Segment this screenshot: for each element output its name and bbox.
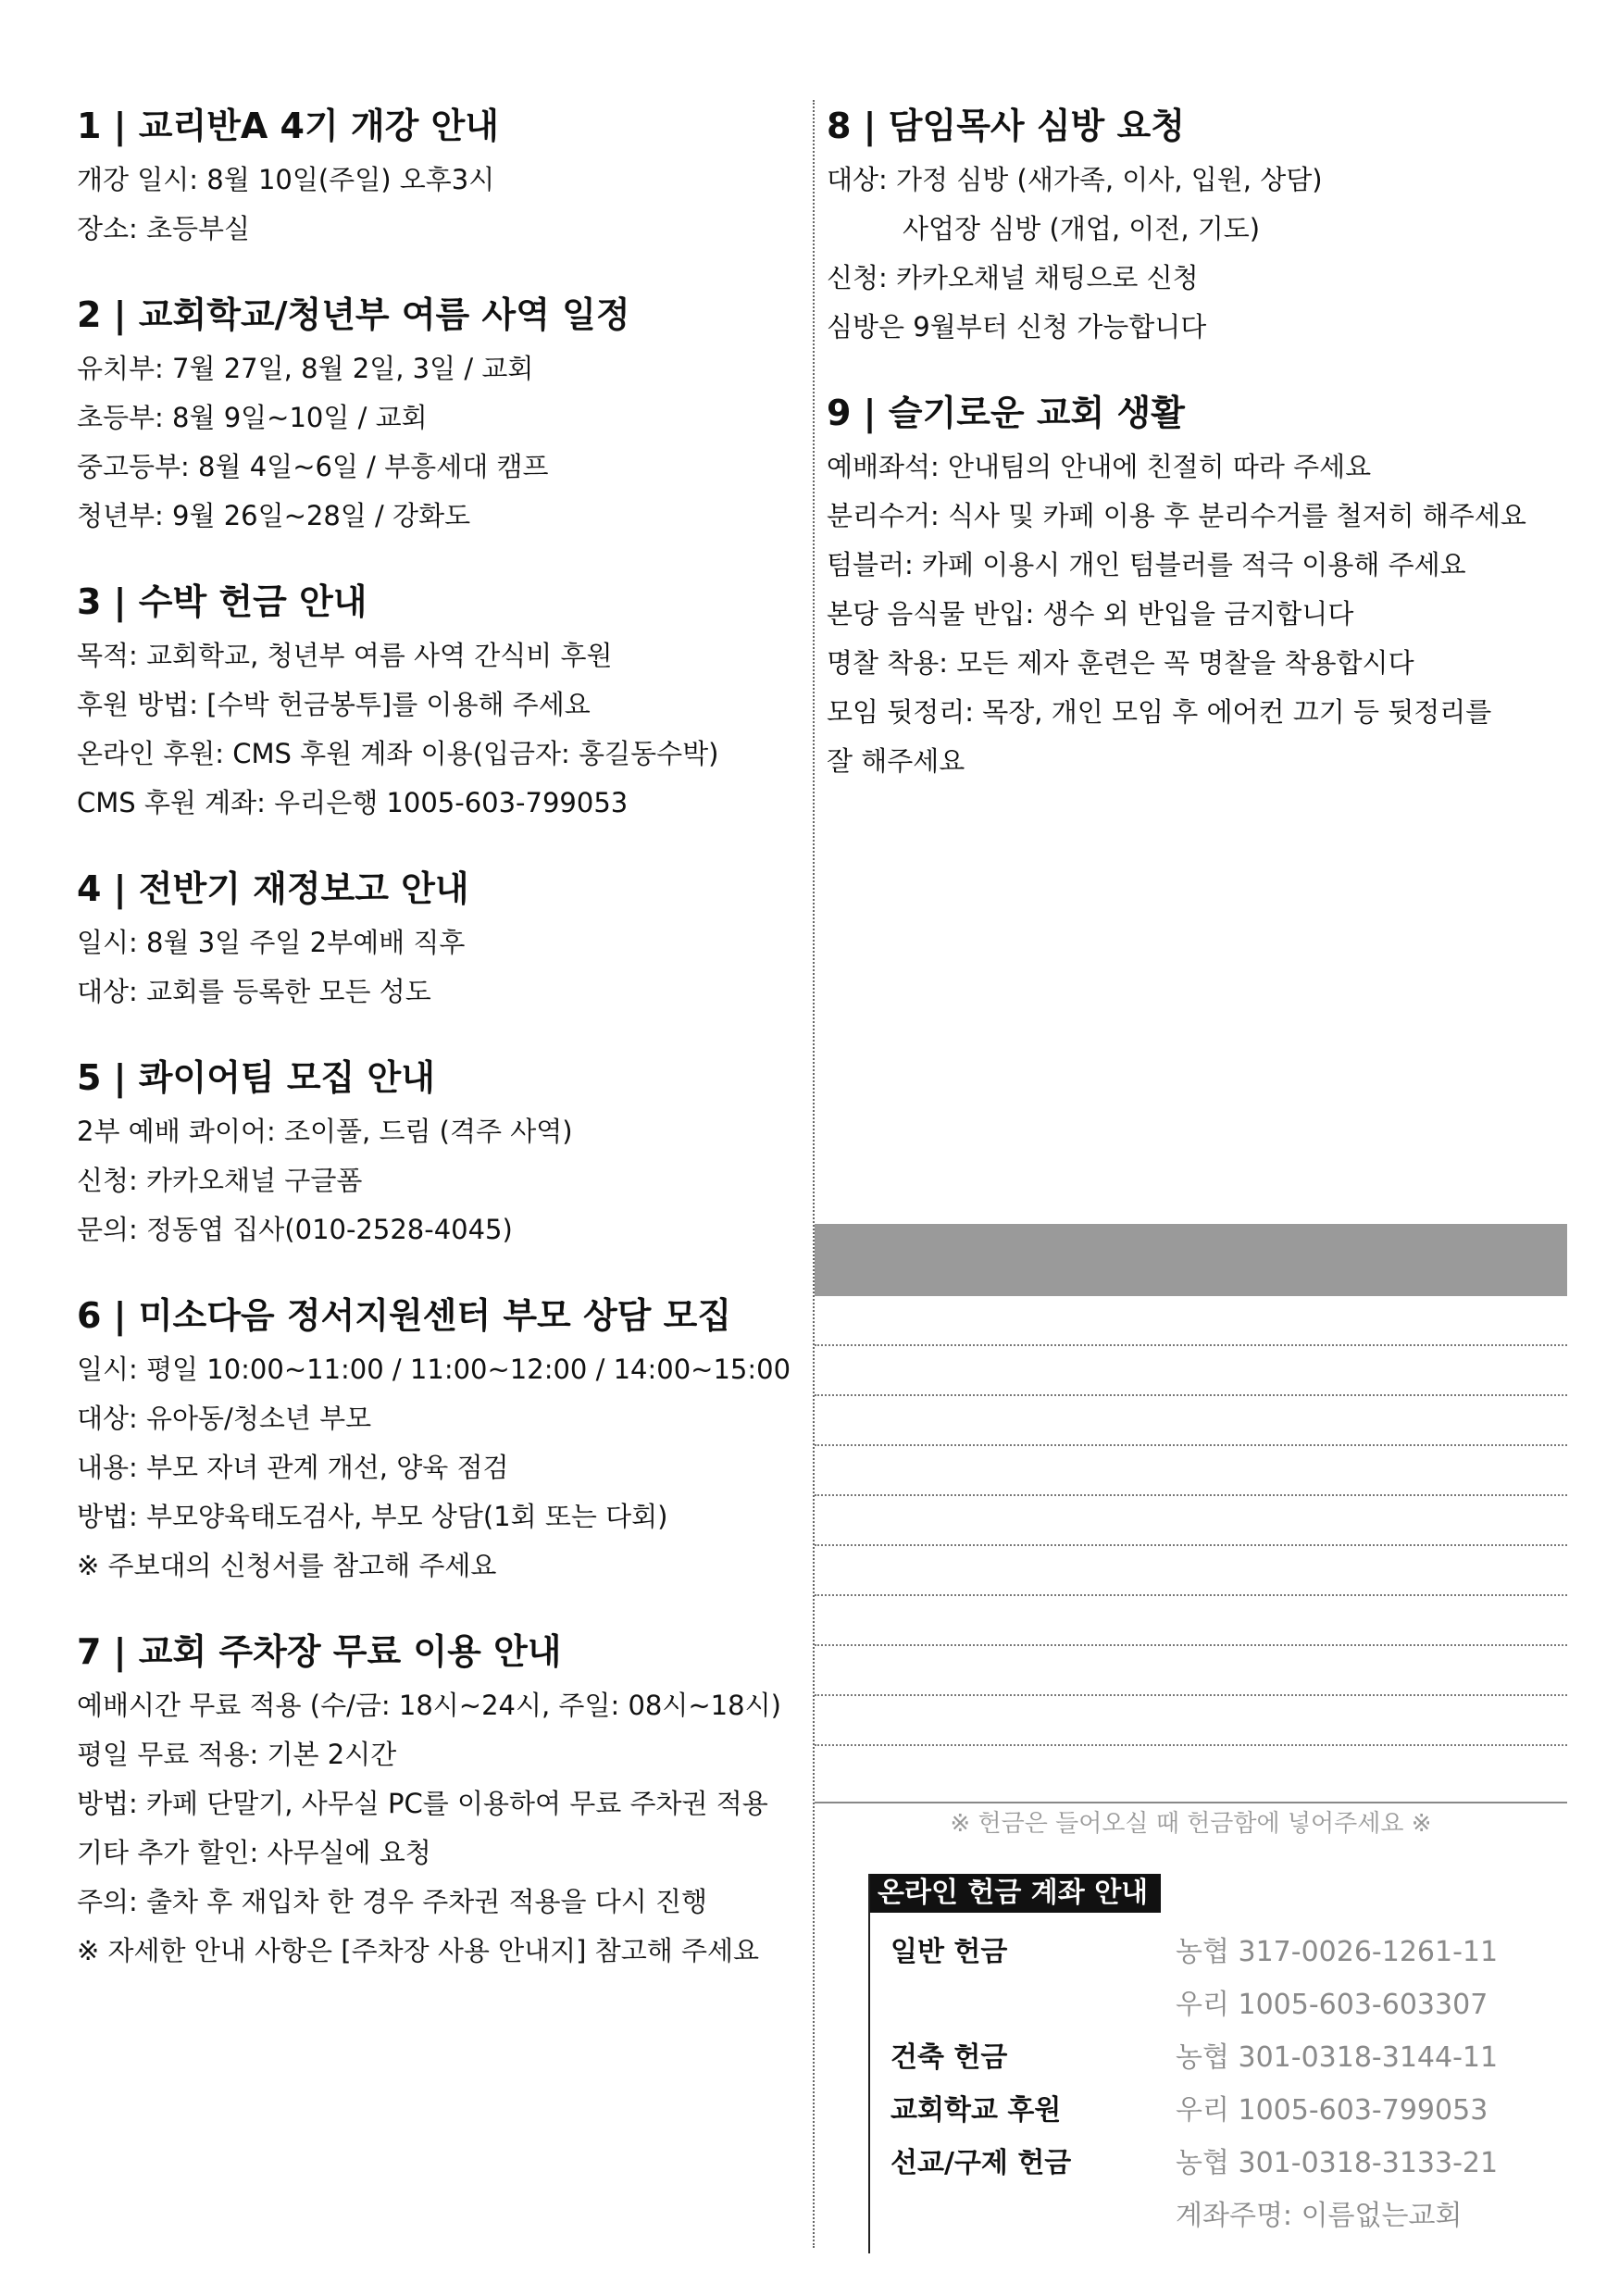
memo-line xyxy=(815,1646,1567,1696)
memo-line xyxy=(815,1346,1567,1396)
memo-bottom-rule xyxy=(815,1802,1567,1803)
section-4 xyxy=(77,863,808,1017)
section-line: 초등부: 8월 9일~10일 / 교회 xyxy=(77,402,428,433)
section-2 xyxy=(77,289,808,541)
column-divider xyxy=(813,100,815,2248)
section-1 xyxy=(77,100,808,254)
section-title: 4 | 전반기 재정보고 안내 xyxy=(77,868,469,909)
section-line: ※ 주보대의 신청서를 참고해 주세요 xyxy=(77,1550,497,1581)
offering-note: ※ 헌금은 들어오실 때 헌금함에 넣어주세요 ※ xyxy=(950,1810,1432,1838)
account-number: 우리 1005-603-603307 xyxy=(1176,1989,1488,2021)
section-line: 기타 추가 할인: 사무실에 요청 xyxy=(77,1837,431,1868)
account-list xyxy=(890,1926,1566,2242)
section-line: 심방은 9월부터 신청 가능합니다 xyxy=(827,311,1207,343)
section-line: 텀블러: 카페 이용시 개인 텀블러를 적극 이용해 주세요 xyxy=(827,549,1466,580)
section-line: 신청: 카카오채널 채팅으로 신청 xyxy=(827,262,1199,293)
account-number: 농협 301-0318-3144-11 xyxy=(1176,2041,1499,2074)
section-line: 후원 방법: [수박 헌금봉투]를 이용해 주세요 xyxy=(77,689,591,720)
account-row xyxy=(890,2084,1566,2137)
section-line: 모임 뒷정리: 목장, 개인 모임 후 에어컨 끄기 등 뒷정리를 xyxy=(827,696,1492,728)
section-line: 예배시간 무료 적용 (수/금: 18시~24시, 주일: 08시~18시) xyxy=(77,1690,781,1721)
online-offering-accounts xyxy=(868,1874,1574,2253)
section-line: 잘 해주세요 xyxy=(827,745,965,777)
section-title: 3 | 수박 헌금 안내 xyxy=(77,581,367,622)
right-column xyxy=(827,100,1567,821)
section-line: 신청: 카카오채널 구글폼 xyxy=(77,1165,363,1196)
memo-lines xyxy=(815,1296,1567,1746)
section-line: 분리수거: 식사 및 카페 이용 후 분리수거를 철저히 해주세요 xyxy=(827,500,1526,531)
memo-header-bar xyxy=(815,1224,1567,1296)
section-line: 예배좌석: 안내팀의 안내에 친절히 따라 주세요 xyxy=(827,451,1372,482)
section-title: 9 | 슬기로운 교회 생활 xyxy=(827,393,1185,433)
section-9 xyxy=(827,387,1567,786)
account-label: 교회학교 후원 xyxy=(890,2094,1062,2127)
section-line: 본당 음식물 반입: 생수 외 반입을 금지합니다 xyxy=(827,598,1354,630)
memo-line xyxy=(815,1596,1567,1646)
section-title: 5 | 콰이어팀 모집 안내 xyxy=(77,1057,435,1098)
section-line: 명찰 착용: 모든 제자 훈련은 꼭 명찰을 착용합시다 xyxy=(827,647,1414,679)
section-line: 대상: 유아동/청소년 부모 xyxy=(77,1403,372,1434)
section-line: 개강 일시: 8월 10일(주일) 오후3시 xyxy=(77,164,495,195)
account-number: 농협 301-0318-3133-21 xyxy=(1176,2147,1499,2179)
account-holder: 계좌주명: 이름없는교회 xyxy=(1176,2200,1463,2232)
account-row xyxy=(890,1926,1566,1978)
account-number: 농협 317-0026-1261-11 xyxy=(1176,1936,1499,1968)
account-row xyxy=(890,2137,1566,2190)
section-6 xyxy=(77,1290,808,1591)
account-row xyxy=(890,1978,1566,2031)
account-label: 건축 헌금 xyxy=(890,2041,1008,2074)
section-line: 일시: 8월 3일 주일 2부예배 직후 xyxy=(77,927,466,958)
section-line: 내용: 부모 자녀 관계 개선, 양육 점검 xyxy=(77,1452,509,1483)
memo-line xyxy=(815,1396,1567,1446)
section-line: 온라인 후원: CMS 후원 계좌 이용(입금자: 홍길동수박) xyxy=(77,738,719,769)
section-line: 2부 예배 콰이어: 조이풀, 드림 (격주 사역) xyxy=(77,1116,573,1147)
section-title: 1 | 교리반A 4기 개강 안내 xyxy=(77,106,499,146)
left-column xyxy=(77,100,808,2011)
section-title: 2 | 교회학교/청년부 여름 사역 일정 xyxy=(77,294,630,335)
section-3 xyxy=(77,576,808,828)
account-row xyxy=(890,2190,1566,2242)
section-5 xyxy=(77,1052,808,1254)
section-title: 6 | 미소다음 정서지원센터 부모 상담 모집 xyxy=(77,1295,732,1336)
section-line: 중고등부: 8월 4일~6일 / 부흥세대 캠프 xyxy=(77,451,549,482)
memo-line xyxy=(815,1546,1567,1596)
section-line: 목적: 교회학교, 청년부 여름 사역 간식비 후원 xyxy=(77,640,613,671)
section-line: 유치부: 7월 27일, 8월 2일, 3일 / 교회 xyxy=(77,353,534,384)
section-line: 평일 무료 적용: 기본 2시간 xyxy=(77,1739,397,1770)
section-7 xyxy=(77,1626,808,1976)
section-title: 8 | 담임목사 심방 요청 xyxy=(827,106,1185,146)
accounts-header: 온라인 헌금 계좌 안내 xyxy=(870,1874,1161,1913)
section-line: 주의: 출차 후 재입차 한 경우 주차권 적용을 다시 진행 xyxy=(77,1886,708,1917)
section-line: ※ 자세한 안내 사항은 [주차장 사용 안내지] 참고해 주세요 xyxy=(77,1935,759,1966)
account-label: 일반 헌금 xyxy=(890,1936,1008,1968)
memo-line xyxy=(815,1496,1567,1546)
account-number: 우리 1005-603-799053 xyxy=(1176,2094,1488,2127)
account-label: 선교/구제 헌금 xyxy=(890,2147,1072,2179)
section-line: 방법: 부모양육태도검사, 부모 상담(1회 또는 다회) xyxy=(77,1501,668,1532)
section-line: 방법: 카페 단말기, 사무실 PC를 이용하여 무료 주차권 적용 xyxy=(77,1788,768,1819)
section-line: 문의: 정동엽 집사(010-2528-4045) xyxy=(77,1214,513,1245)
section-line: 장소: 초등부실 xyxy=(77,213,251,244)
section-line: 대상: 교회를 등록한 모든 성도 xyxy=(77,976,431,1007)
memo-line xyxy=(815,1296,1567,1346)
section-line: 일시: 평일 10:00~11:00 / 11:00~12:00 / 14:00~15:00 xyxy=(77,1354,791,1385)
section-line: 사업장 심방 (개업, 이전, 기도) xyxy=(903,213,1261,244)
account-row xyxy=(890,2031,1566,2084)
section-title: 7 | 교회 주차장 무료 이용 안내 xyxy=(77,1631,562,1672)
memo-line xyxy=(815,1696,1567,1746)
section-line: 청년부: 9월 26일~28일 / 강화도 xyxy=(77,500,471,531)
memo-line xyxy=(815,1446,1567,1496)
section-8 xyxy=(827,100,1567,352)
section-line: CMS 후원 계좌: 우리은행 1005-603-799053 xyxy=(77,787,629,818)
section-line: 대상: 가정 심방 (새가족, 이사, 입원, 상담) xyxy=(827,164,1323,195)
